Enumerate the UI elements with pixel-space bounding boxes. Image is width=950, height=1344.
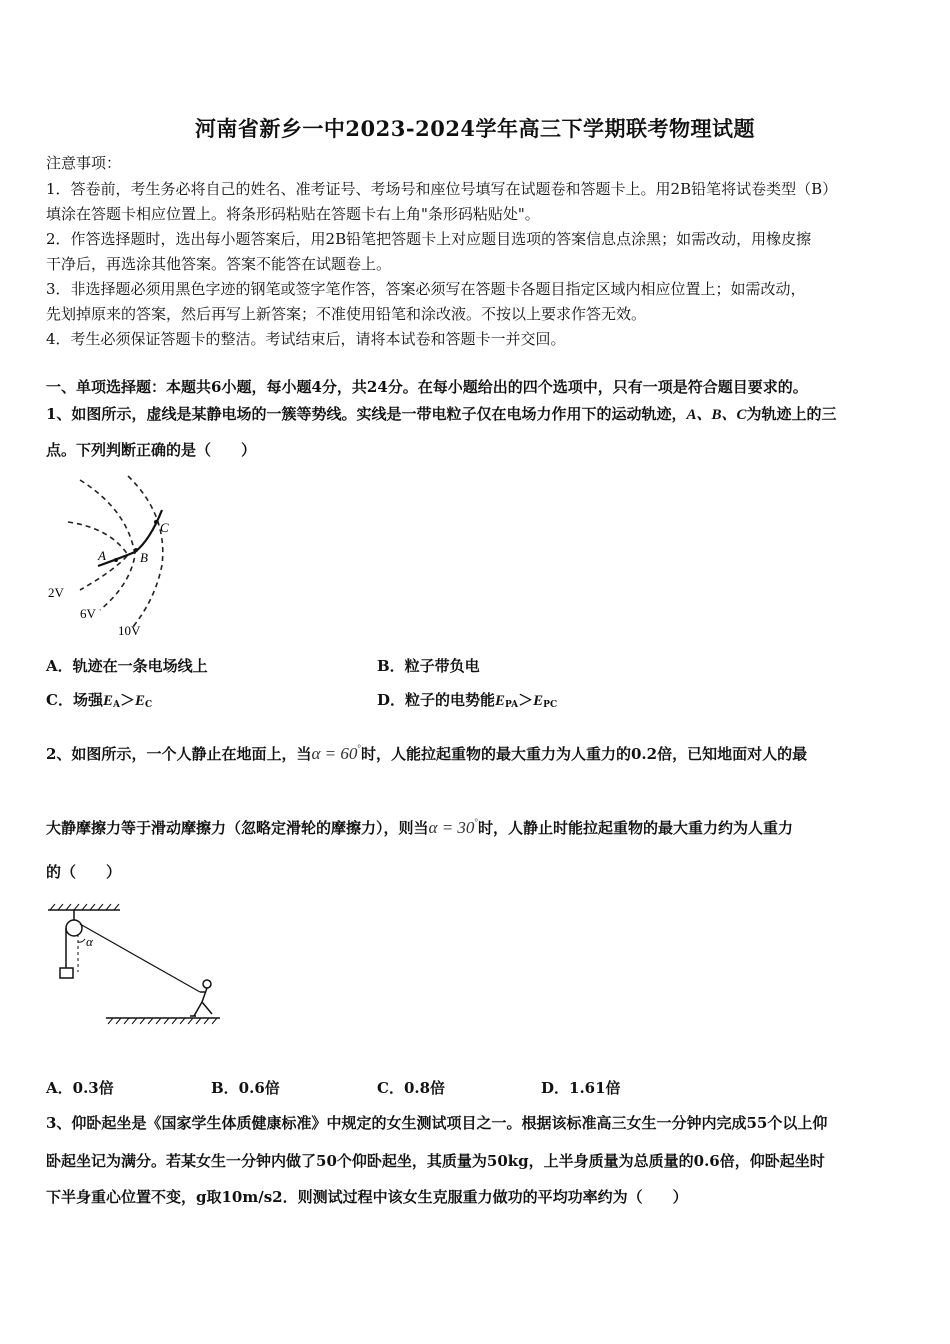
q2-stem-line-3: 的（ ） — [46, 863, 122, 881]
alpha-label: α — [86, 934, 93, 949]
hanging-weight — [60, 968, 73, 978]
pulley-wheel — [66, 920, 82, 936]
q2-pulley-figure — [44, 898, 224, 1030]
q1-option-c-prefix: C．场强 — [46, 691, 103, 709]
section-heading: 一、单项选择题：本题共6小题，每小题4分，共24分。在每小题给出的四个选项中，只有一项是符合题目要求的。 — [46, 378, 808, 396]
q3-stem-line-1: 3、仰卧起坐是《国家学生体质健康标准》中规定的女生测试项目之一。根据该标准高三女生一分钟内完成55个以上仰 — [46, 1114, 828, 1132]
q1-option-c-e1: E — [102, 693, 113, 709]
q1-option-a: A．轨迹在一条电场线上 — [46, 657, 208, 675]
notice-heading: 注意事项： — [46, 154, 122, 172]
person-figure — [190, 980, 212, 1016]
label-2v: 2V — [48, 585, 64, 600]
q1-option-c-gt: ＞ — [119, 691, 135, 709]
q1-option-d-e1: E — [495, 693, 506, 709]
label-b: B — [140, 550, 148, 565]
q2-stem-suffix-2: 时，人静止时能拉起重物的最大重力约为人重力 — [478, 819, 794, 837]
q1-option-b: B．粒子带负电 — [377, 657, 480, 675]
q3-stem-line-3: 下半身重心位置不变，g取10m/s2．则测试过程中该女生克服重力做功的平均功率约为（ ） — [46, 1188, 688, 1206]
q1-stem-line-2: 点。下列判断正确的是（ ） — [46, 441, 257, 459]
q2-alpha-30 — [429, 818, 479, 837]
label-10v: 10V — [118, 623, 141, 638]
notice-line-5: 3．非选择题必须用黑色字迹的钢笔或签字笔作答，答案必须写在答题卡各题目指定区域内相应位置上；如需改动， — [46, 280, 806, 298]
notice-line-3: 2．作答选择题时，选出每小题答案后，用2B铅笔把答题卡上对应题目选项的答案信息点涂黑；如需改动，用橡皮擦 — [46, 230, 812, 248]
q2-stem-line-2 — [46, 812, 793, 838]
q1-option-d-sub2: PC — [543, 700, 558, 710]
q2-stem-line-1 — [46, 738, 807, 764]
ground-hatch — [108, 1018, 217, 1024]
q1-option-d-prefix: D．粒子的电势能 — [377, 691, 496, 709]
q1-option-d-gt: ＞ — [518, 691, 534, 709]
q2-alpha-30-degree: ° — [474, 817, 479, 827]
point-c-dot — [154, 520, 158, 524]
q1-option-c-sub1: A — [112, 700, 120, 710]
q1-stem-line-1 — [46, 404, 836, 425]
notice-line-6: 先划掉原来的答案，然后再写上新答案；不准使用铅笔和涂改液。不按以上要求作答无效。 — [46, 305, 647, 323]
q2-alpha-60 — [311, 744, 361, 763]
q1-points: A、B、C — [686, 407, 747, 423]
q1-option-c-e2: E — [134, 693, 145, 709]
q1-stem-suffix: 为轨迹上的三 — [746, 405, 837, 423]
label-c: C — [160, 520, 169, 535]
q2-option-c: C．0.8倍 — [377, 1079, 446, 1097]
point-a-dot — [114, 558, 118, 562]
ceiling-hatch — [50, 904, 119, 910]
q2-option-d: D．1.61倍 — [541, 1079, 621, 1097]
q2-stem-suffix-1: 时，人能拉起重物的最大重力为人重力的0.2倍，已知地面对人的最 — [360, 745, 808, 763]
alpha-arc — [78, 939, 85, 942]
particle-trajectory — [98, 510, 162, 566]
q2-alpha-60-value: α = 60 — [311, 744, 358, 763]
q3-stem-line-2: 卧起坐记为满分。若某女生一分钟内做了50个仰卧起坐，其质量为50kg，上半身质量为总质量的0.6倍，仰卧起坐时 — [46, 1152, 825, 1170]
q2-alpha-60-degree: ° — [357, 743, 361, 753]
point-b-dot — [134, 548, 138, 552]
q2-stem-prefix-1: 2、如图所示，一个人静止在地面上，当 — [46, 745, 312, 763]
q1-stem-prefix: 1、如图所示，虚线是某静电场的一簇等势线。实线是一带电粒子仅在电场力作用下的运动轨迹， — [46, 405, 687, 423]
q2-option-a: A．0.3倍 — [46, 1079, 114, 1097]
notice-line-4: 干净后，再选涂其他答案。答案不能答在试题卷上。 — [46, 255, 392, 273]
label-6v: 6V — [80, 606, 96, 621]
q1-equipotential-figure — [40, 470, 190, 642]
q1-option-c-sub2: C — [144, 700, 153, 710]
q1-option-d-sub1: PA — [505, 700, 519, 710]
q2-alpha-30-value: α = 30 — [428, 818, 475, 837]
notice-line-1: 1．答卷前，考生务必将自己的姓名、准考证号、考场号和座位号填写在试题卷和答题卡上。用2B铅笔将试卷类型（B） — [46, 180, 838, 198]
equipotential-6v — [80, 480, 135, 610]
notice-line-2: 填涂在答题卡相应位置上。将条形码粘贴在答题卡右上角"条形码粘贴处"。 — [46, 205, 540, 223]
q1-option-d-e2: E — [533, 693, 544, 709]
notice-line-7: 4．考生必须保证答题卡的整洁。考试结束后，请将本试卷和答题卡一并交回。 — [46, 330, 566, 348]
q1-option-c — [46, 690, 152, 715]
label-a: A — [98, 548, 106, 563]
q1-option-d — [377, 690, 557, 715]
pulling-rope — [80, 924, 200, 992]
q2-stem-prefix-2: 大静摩擦力等于滑动摩擦力（忽略定滑轮的摩擦力），则当 — [46, 819, 429, 837]
page-title: 河南省新乡一中2023-2024学年高三下学期联考物理试题 — [194, 116, 756, 141]
q2-option-b: B．0.6倍 — [211, 1079, 280, 1097]
